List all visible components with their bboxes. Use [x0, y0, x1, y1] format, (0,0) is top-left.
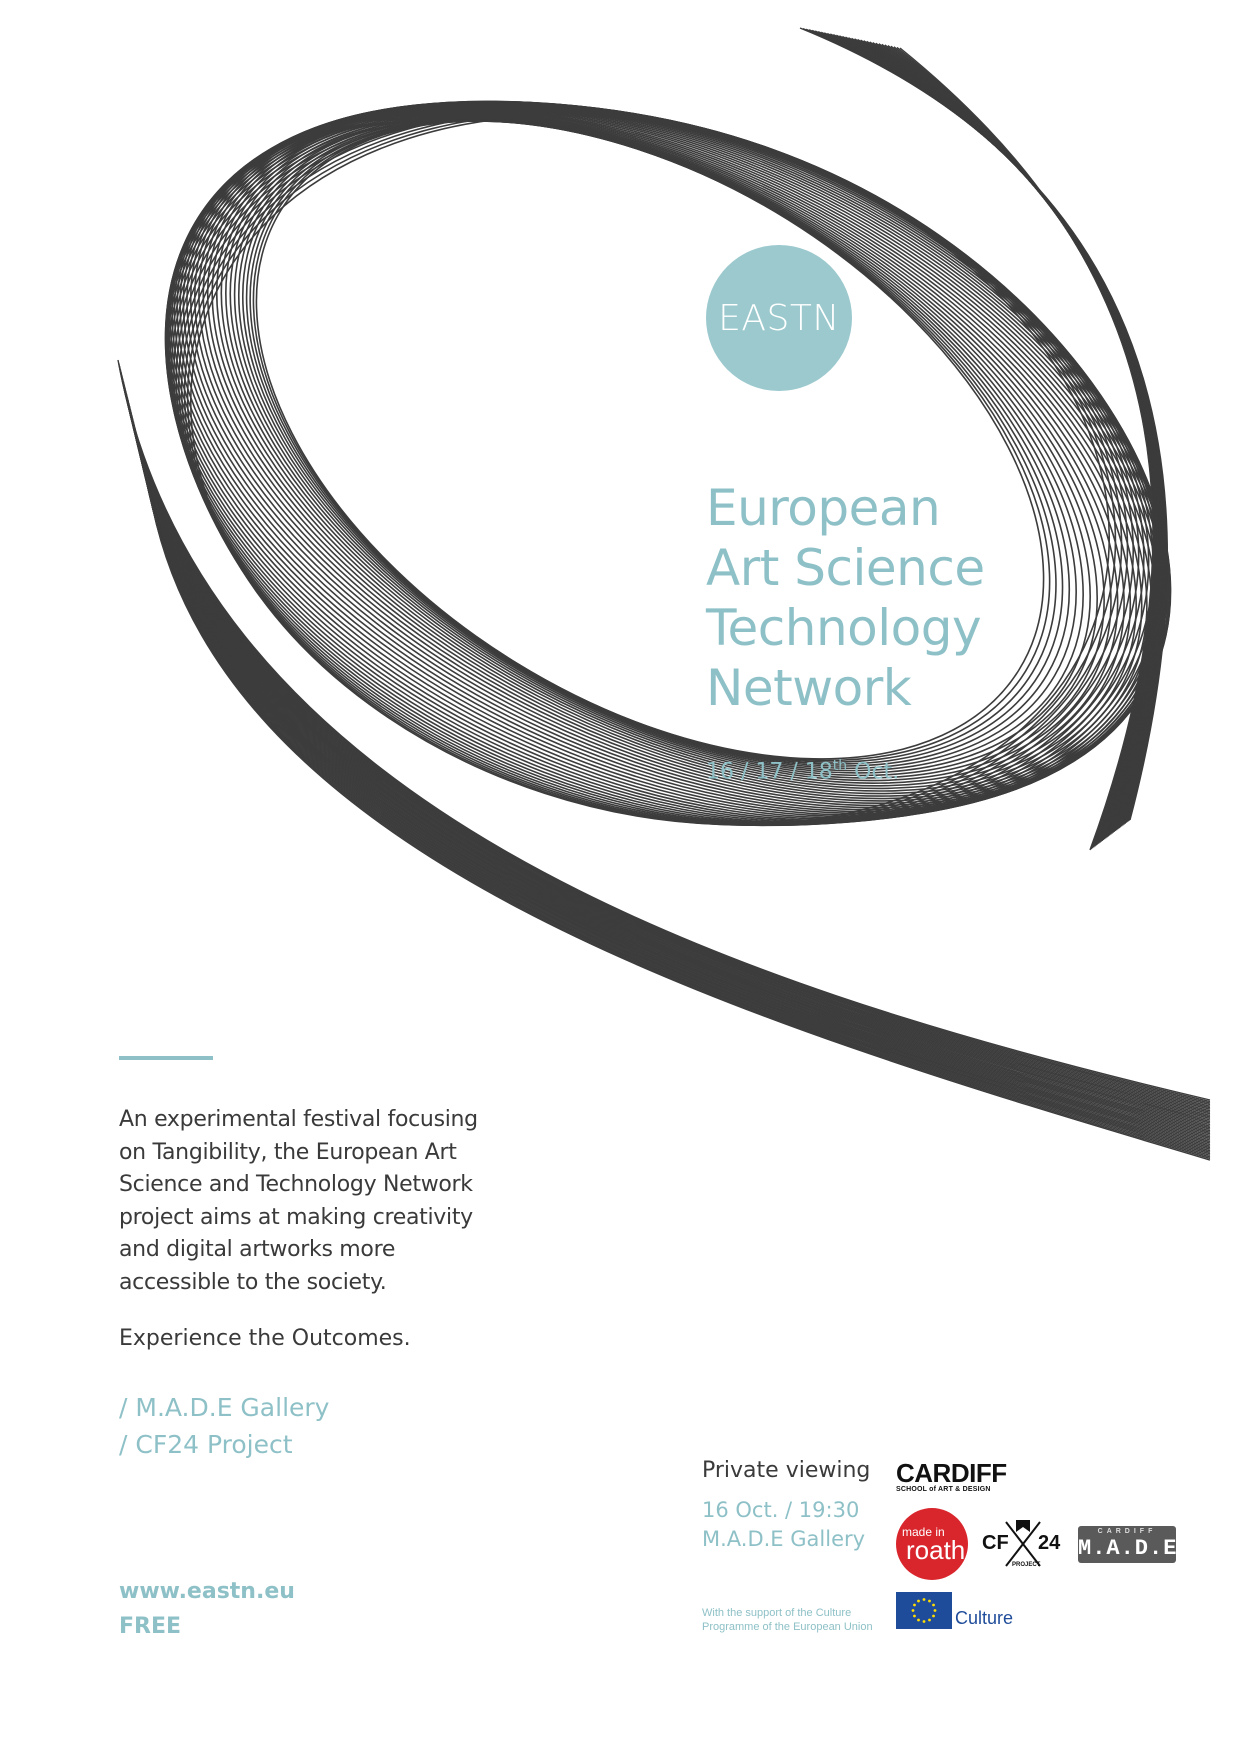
title-line-3: Technology	[706, 599, 982, 657]
eu-star	[917, 1600, 920, 1603]
description-line: and digital artworks more	[119, 1237, 396, 1262]
ribbon-line	[80, 0, 1240, 938]
private-viewing-label: Private viewing	[702, 1458, 871, 1483]
eu-star	[917, 1619, 920, 1622]
eu-star	[913, 1615, 916, 1618]
experience-text: Experience the Outcomes.	[119, 1326, 411, 1351]
title-line-2: Art Science	[706, 539, 985, 597]
eu-star	[912, 1609, 915, 1612]
description	[119, 1104, 519, 1299]
venues-list	[119, 1389, 329, 1463]
eu-star	[923, 1620, 926, 1623]
price-label: FREE	[119, 1614, 182, 1639]
roath-logo-small: made in	[902, 1525, 945, 1539]
cf24-right: 24	[1038, 1532, 1061, 1554]
private-viewing-venue: M.A.D.E Gallery	[702, 1527, 866, 1551]
eu-star	[932, 1604, 935, 1607]
description-line: An experimental festival focusing	[119, 1107, 478, 1132]
cardiff-logo-sub: SCHOOL of ART & DESIGN	[896, 1486, 991, 1493]
title-line-1: European	[706, 479, 941, 537]
event-dates	[706, 758, 899, 784]
accent-divider	[119, 1056, 213, 1060]
eu-star	[928, 1619, 931, 1622]
made-logo-main: M.A.D.E	[1078, 1536, 1178, 1561]
web-info	[119, 1574, 295, 1644]
dates-suffix: th	[832, 758, 848, 774]
made-in-roath-logo	[896, 1508, 968, 1580]
dates-end: Oct.	[847, 759, 900, 785]
roath-logo-word: roath	[906, 1535, 966, 1565]
description-line: accessible to the society.	[119, 1269, 387, 1295]
private-viewing-datetime: 16 Oct. / 19:30	[702, 1498, 860, 1522]
badge-text: EASTN	[718, 297, 840, 339]
support-line-1: With the support of the Culture	[702, 1607, 852, 1619]
eu-star	[928, 1600, 931, 1603]
cf24-left: CF	[982, 1532, 1009, 1554]
eu-culture-label: Culture	[955, 1608, 1014, 1628]
made-cardiff-logo	[1078, 1526, 1176, 1563]
eu-stars-icon	[896, 1592, 952, 1629]
description-line: Science and Technology Network	[119, 1172, 473, 1197]
support-line-2: Programme of the European Union	[702, 1621, 873, 1633]
eu-star	[923, 1598, 926, 1601]
title-line-4: Network	[706, 659, 912, 717]
eu-star	[932, 1615, 935, 1618]
description-line: on Tangibility, the European Art	[119, 1139, 457, 1165]
cardiff-logo-word: CARDIFF	[896, 1458, 1007, 1488]
cardiff-school-logo	[896, 1460, 1007, 1493]
eu-star	[913, 1604, 916, 1607]
cf24-project-logo	[980, 1518, 1068, 1572]
private-viewing-info	[702, 1496, 865, 1554]
support-note	[702, 1606, 902, 1634]
eu-flag-icon	[896, 1592, 952, 1629]
description-line: project aims at making creativity	[119, 1204, 473, 1230]
eu-star	[934, 1609, 937, 1612]
dates-main: 16 / 17 / 18	[706, 759, 833, 785]
event-title	[706, 478, 1186, 718]
venue-made-gallery: / M.A.D.E Gallery	[119, 1393, 330, 1422]
cf24-sub: PROJECT	[1012, 1562, 1041, 1568]
eastn-badge	[706, 245, 852, 391]
made-logo-top: CARDIFF	[1097, 1528, 1157, 1535]
venue-cf24-project: / CF24 Project	[119, 1430, 293, 1459]
website-link[interactable]: www.eastn.eu	[119, 1579, 295, 1604]
